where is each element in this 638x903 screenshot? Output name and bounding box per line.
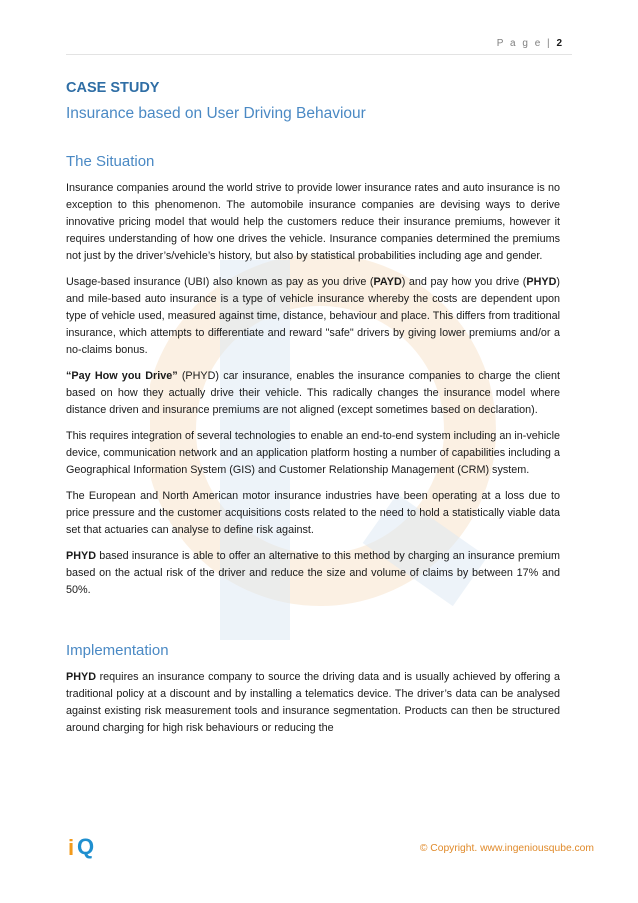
page-number-header xyxy=(497,38,562,49)
document-subtitle: Insurance based on User Driving Behaviour xyxy=(66,105,366,122)
situation-heading: The Situation xyxy=(66,153,155,170)
situation-paragraph-6 xyxy=(66,548,560,599)
header-divider xyxy=(66,54,572,55)
case-study-title: CASE STUDY xyxy=(66,80,160,96)
text-run: based insurance is able to offer an alternative to this method by charging an insurance premium based on the actual risk of the driver and reduce the size and volume of claims by between 17% and 50%. xyxy=(66,550,560,596)
situation-paragraph-1: Insurance companies around the world strive to provide lower insurance rates and auto insurance is no exception to this phenomenon. The automobile insurance companies are devising ways to derive innovative pricing model that would help the customers reduce their insurance premiums, however it requires understanding of how one drives the vehicle. Insurance companies determined the premiums not just by the driver’s/vehicle’s history, but also by statistical probabilities including age and gender. xyxy=(66,182,560,262)
bold-term-pay-how-you-drive: “Pay How you Drive” xyxy=(66,370,178,382)
implementation-paragraph-1 xyxy=(66,669,560,737)
page-number: 2 xyxy=(556,38,562,49)
bold-term-phyd: PHYD xyxy=(526,276,557,288)
situation-paragraph-5: The European and North American motor insurance industries have been operating at a loss due to price pressure and the customer acquisitions costs related to the need to hold a statistically viable data set that actuaries can analyse to define risk against. xyxy=(66,490,560,536)
bold-term-payd: PAYD xyxy=(373,276,402,288)
document-body xyxy=(66,80,560,746)
page-label: P a g e | xyxy=(496,38,552,49)
text-run: Usage-based insurance (UBI) also known as pay as you drive ( xyxy=(66,276,374,288)
bold-term-phyd: PHYD xyxy=(66,671,96,683)
copyright-footer: © Copyright. www.ingeniousqube.com xyxy=(419,843,594,854)
implementation-heading: Implementation xyxy=(66,642,169,659)
bold-term-phyd: PHYD xyxy=(66,550,96,562)
text-run: (PHYD) car insurance, enables the insurance companies to charge the client based on how they actually drive their vehicle. This radically changes the insurance model where distance driven and insurance premiums are not aligned (except sometimes based on declaration). xyxy=(66,370,560,416)
iq-footer-logo xyxy=(68,832,108,860)
text-run: requires an insurance company to source the driving data and is usually achieved by offering a traditional policy at a discount and by installing a telematics device. The driver’s data can be analysed against existing risk measurement tools and insurance segmentation. Products can then be structured around charging for high risk behaviours or reducing the xyxy=(66,671,560,734)
situation-paragraph-3 xyxy=(66,368,560,419)
situation-paragraph-4: This requires integration of several technologies to enable an end-to-end system including an in-vehicle device, communication network and an application platform hosting a number of capabilities including a Geographical Information System (GIS) and Customer Relationship Management (CRM) system. xyxy=(66,430,560,476)
situation-paragraph-2 xyxy=(66,274,560,359)
text-run: ) and mile-based auto insurance is a type of vehicle insurance whereby the costs are dependent upon type of vehicle used, measured against time, distance, behaviour and place. This differs from traditional insurance, which attempts to differentiate and reward "safe" drivers by giving lower premiums and/or a no-claims bonus. xyxy=(66,276,560,356)
logo-letter-q: Q xyxy=(77,834,95,859)
logo-letter-i: i xyxy=(68,835,75,860)
text-run: ) and pay how you drive ( xyxy=(401,276,527,288)
